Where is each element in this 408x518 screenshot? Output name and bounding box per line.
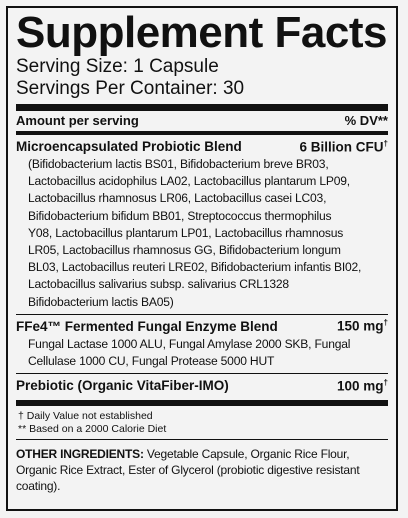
ingredient-probiotic-blend bbox=[16, 135, 388, 314]
column-header-row bbox=[16, 111, 388, 131]
servings-per-container: Servings Per Container: 30 bbox=[16, 78, 245, 99]
ingredient-prebiotic bbox=[16, 374, 388, 398]
supplement-facts-panel bbox=[6, 6, 398, 511]
other-ingredients-text: Vegetable Capsule, Organic Rice Flour, Organic Rice Extract, Ester of Glycerol (probiotic digestive resistant coating). bbox=[16, 447, 360, 494]
ingredient-amount: 6 Billion CFU† bbox=[299, 138, 388, 154]
footnote-dv: ** Based on a 2000 Calorie Diet bbox=[18, 423, 167, 436]
ingredient-description: (Bifidobacterium lactis BS01, Bifidobacterium breve BR03, Lactobacillus acidophilus LA02, Lactobacillus plantarum LP09, Lactobacillus rhamnosus LR06, Lactobacillus casei LC03, Bifidobacterium bifidum BB01, Streptococcus thermophilus Y08, Lactobacillus plantarum LP01, Lactobacillus rhamnosus LR05, Lactobacillus rhamnosus GG, Bifidobacterium longum BL03, Lactobacillus reuteri LRE02, Bifidobacterium infantis BI02, Lactobacillus salivarius subsp. salivarius CRL1328 Bifidobacterium lactis BA05) bbox=[28, 157, 362, 309]
ingredient-amount: 150 mg† bbox=[337, 318, 388, 334]
dv-label: % DV** bbox=[344, 113, 388, 128]
amount-per-serving-label: Amount per serving bbox=[16, 113, 139, 128]
ingredient-description: Fungal Lactase 1000 ALU, Fungal Amylase 2000 SKB, Fungal Cellulase 1000 CU, Fungal Protease 5000 HUT bbox=[28, 336, 351, 369]
ingredient-name: FFe4™ Fermented Fungal Enzyme Blend bbox=[16, 318, 278, 334]
footnote-dagger: † Daily Value not established bbox=[18, 410, 153, 423]
ingredient-name: Prebiotic (Organic VitaFiber-IMO) bbox=[16, 378, 229, 394]
panel-title: Supplement Facts bbox=[16, 8, 387, 57]
serving-size: Serving Size: 1 Capsule bbox=[16, 56, 219, 77]
ingredient-name: Microencapsulated Probiotic Blend bbox=[16, 139, 242, 154]
other-ingredients-label: OTHER INGREDIENTS: bbox=[16, 447, 144, 462]
ingredient-amount: 100 mg† bbox=[337, 377, 388, 394]
divider-thick bbox=[16, 104, 388, 111]
other-ingredients bbox=[16, 440, 388, 494]
ingredient-enzyme-blend bbox=[16, 315, 388, 373]
footnotes bbox=[16, 406, 388, 439]
